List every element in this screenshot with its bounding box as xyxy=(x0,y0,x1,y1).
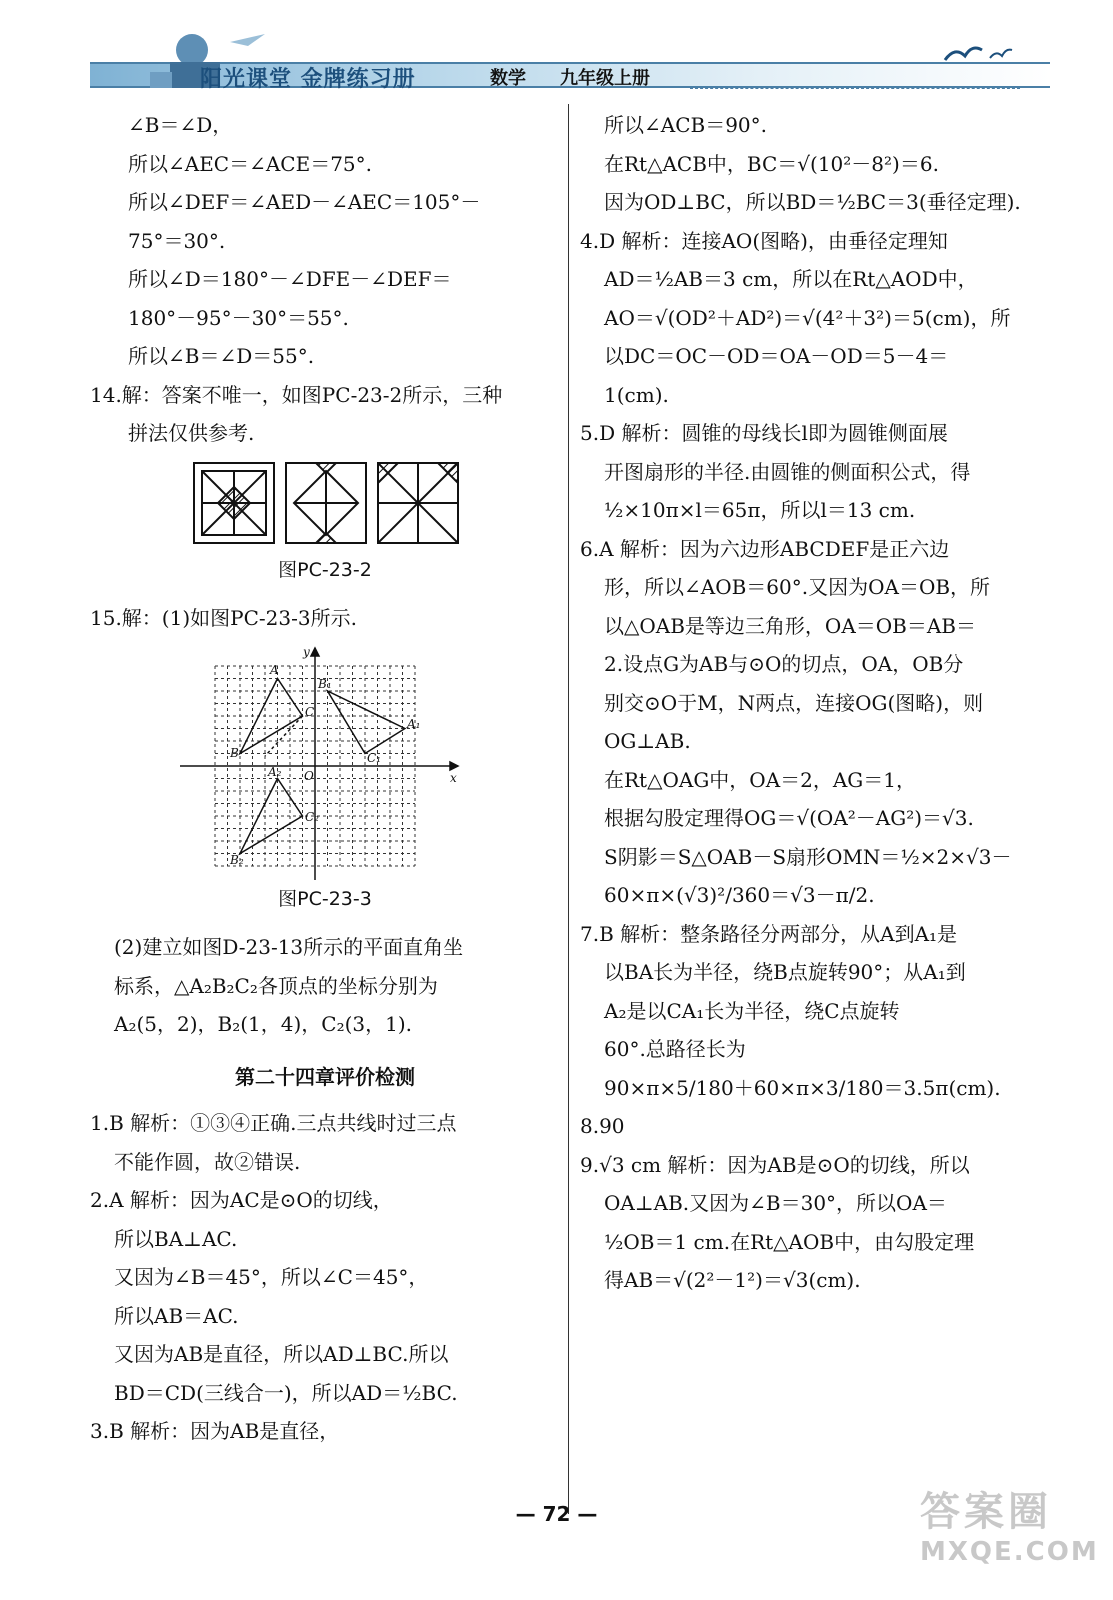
question-3: 3.B 解析：因为AB是直径， xyxy=(90,1419,340,1443)
question-9: 9.√3 cm 解析：因为AB是⊙O的切线，所以 xyxy=(580,1152,970,1177)
text-line: 60°.总路径长为 xyxy=(604,1037,746,1061)
point-label-a2: A₂ xyxy=(268,764,282,779)
question-2: 2.A 解析：因为AC是⊙O的切线， xyxy=(90,1188,393,1212)
text-line: 所以∠D＝180°－∠DFE－∠DEF＝ xyxy=(128,267,452,291)
text-line: 形，所以∠AOB＝60°.又因为OA＝OB，所 xyxy=(604,575,991,599)
question-8: 8.90 xyxy=(580,1114,625,1138)
text-line: 所以AB＝AC. xyxy=(114,1303,239,1328)
text-line: 180°－95°－30°＝55°. xyxy=(128,305,349,330)
watermark-text: 答案圈 xyxy=(920,1489,1052,1535)
question-7: 7.B 解析：整条路径分两部分，从A到A₁是 xyxy=(580,921,958,946)
text-line: 根据勾股定理得OG＝√(OA²－AG²)＝√3. xyxy=(604,806,974,830)
question-15: 15.解：(1)如图PC-23-3所示. xyxy=(90,606,357,630)
text-line: 1(cm). xyxy=(604,382,669,407)
triangle-a1b1c1 xyxy=(328,691,406,754)
point-label-c1: C₁ xyxy=(367,750,381,765)
text-line: 以BA长为半径，绕B点旋转90°；从A₁到 xyxy=(604,960,966,984)
origin-label: O xyxy=(304,768,314,783)
text-line: 90×π×5/180＋60×π×3/180＝3.5π(cm). xyxy=(604,1075,1001,1100)
point-label-b2: B₂ xyxy=(230,852,244,867)
text-line: 以DC＝OC－OD＝OA－OD＝5－4＝ xyxy=(604,344,949,368)
text-line: 又因为∠B＝45°，所以∠C＝45°， xyxy=(114,1265,429,1289)
header-dashed-rule xyxy=(690,88,1020,89)
text-line: 别交⊙O于M，N两点，连接OG(图略)，则 xyxy=(604,690,984,715)
watermark-url: MXQE.COM xyxy=(920,1537,1099,1567)
text-line: A₂是以CA₁长为半径，绕C点旋转 xyxy=(604,998,900,1023)
text-line: (2)建立如图D-23-13所示的平面直角坐 xyxy=(114,935,464,959)
text-line: 在Rt△OAG中，OA＝2，AG＝1， xyxy=(604,767,917,792)
text-line: 因为OD⊥BC，所以BD＝½BC＝3(垂径定理). xyxy=(604,190,1021,214)
text-line: 不能作圆，故②错误. xyxy=(114,1149,301,1174)
text-line: OG⊥AB. xyxy=(604,729,691,753)
text-line: AO＝√(OD²＋AD²)＝√(4²＋3²)＝5(cm)，所 xyxy=(604,305,1011,330)
question-1: 1.B 解析：①③④正确.三点共线时过三点 xyxy=(90,1111,457,1135)
text-line: ½OB＝1 cm.在Rt△AOB中，由勾股定理 xyxy=(604,1229,975,1254)
tiling-square-2 xyxy=(286,463,366,543)
header-grade: 九年级上册 xyxy=(560,68,650,89)
text-line: BD＝CD(三线合一)，所以AD＝½BC. xyxy=(114,1380,458,1405)
text-line: 所以∠DEF＝∠AED－∠AEC＝105°－ xyxy=(128,190,481,214)
text-line: A₂(5，2)，B₂(1，4)，C₂(3，1). xyxy=(114,1012,413,1036)
point-label-c: C xyxy=(305,704,315,719)
question-5: 5.D 解析：圆锥的母线长l即为圆锥侧面展 xyxy=(580,421,948,445)
point-label-a1: A₁ xyxy=(407,716,421,731)
text-line: 标系，△A₂B₂C₂各顶点的坐标分别为 xyxy=(114,973,438,998)
question-6: 6.A 解析：因为六边形ABCDEF是正六边 xyxy=(580,536,950,561)
figure-pc-23-2 xyxy=(180,459,470,551)
question-4: 4.D 解析：连接AO(图略)，由垂径定理知 xyxy=(580,228,948,253)
point-label-a: A xyxy=(270,662,279,677)
right-column xyxy=(580,106,1050,1300)
point-label-b: B xyxy=(230,745,239,760)
rotation-path xyxy=(265,716,303,756)
text-line: 所以∠B＝∠D＝55°. xyxy=(128,344,315,368)
text-line: 拼法仅供参考. xyxy=(128,421,255,445)
figure-caption: 图PC-23-3 xyxy=(278,887,372,910)
text-line: 在Rt△ACB中，BC＝√(10²－8²)＝6. xyxy=(604,151,939,176)
text-line: 75°＝30°. xyxy=(128,228,226,253)
text-line: 60×π×(√3)²/360＝√3－π/2. xyxy=(604,883,875,907)
point-label-c2: C₂ xyxy=(305,809,319,824)
text-line: 所以BA⊥AC. xyxy=(114,1226,238,1251)
text-line: ½×10π×l＝65π，所以l＝13 cm. xyxy=(604,498,916,522)
figure-pc-23-3 xyxy=(180,644,470,880)
axis-label-x: x xyxy=(450,770,457,785)
left-column xyxy=(90,106,560,1451)
text-line: AD＝½AB＝3 cm，所以在Rt△AOD中， xyxy=(604,267,978,291)
text-line: ∠B＝∠D， xyxy=(128,113,233,137)
text-line: OA⊥AB.又因为∠B＝30°，所以OA＝ xyxy=(604,1191,947,1215)
header-subject: 数学 xyxy=(490,68,526,89)
text-line: 得AB＝√(2²－1²)＝√3(cm). xyxy=(604,1268,861,1292)
page-number: — 72 — xyxy=(515,1502,598,1526)
page-header xyxy=(90,28,1050,98)
text-line: 以△OAB是等边三角形，OA＝OB＝AB＝ xyxy=(604,613,976,638)
tiling-square-3 xyxy=(378,463,458,543)
question-14: 14.解：答案不唯一，如图PC-23-2所示，三种 xyxy=(90,382,503,407)
text-line: 所以∠AEC＝∠ACE＝75°. xyxy=(128,151,373,176)
birds-icon xyxy=(940,38,1020,68)
figure-caption: 图PC-23-2 xyxy=(278,558,372,581)
chapter-heading: 第二十四章评价检测 xyxy=(235,1064,415,1089)
header-series-title: 阳光课堂 金牌练习册 xyxy=(200,67,416,92)
column-divider xyxy=(568,104,569,1514)
text-line: 开图扇形的半径.由圆锥的侧面积公式，得 xyxy=(604,459,971,484)
axis-label-y: y xyxy=(303,644,310,659)
text-line: S阴影＝S△OAB－S扇形OMN＝½×2×√3－ xyxy=(604,844,1012,869)
text-line: 又因为AB是直径，所以AD⊥BC.所以 xyxy=(114,1342,449,1366)
tiling-square-1 xyxy=(194,463,274,543)
point-label-b1: B₁ xyxy=(318,676,332,691)
text-line: 2.设点G为AB与⊙O的切点，OA，OB分 xyxy=(604,652,964,676)
text-line: 所以∠ACB＝90°. xyxy=(604,113,768,137)
watermark-logo xyxy=(920,1480,1099,1580)
